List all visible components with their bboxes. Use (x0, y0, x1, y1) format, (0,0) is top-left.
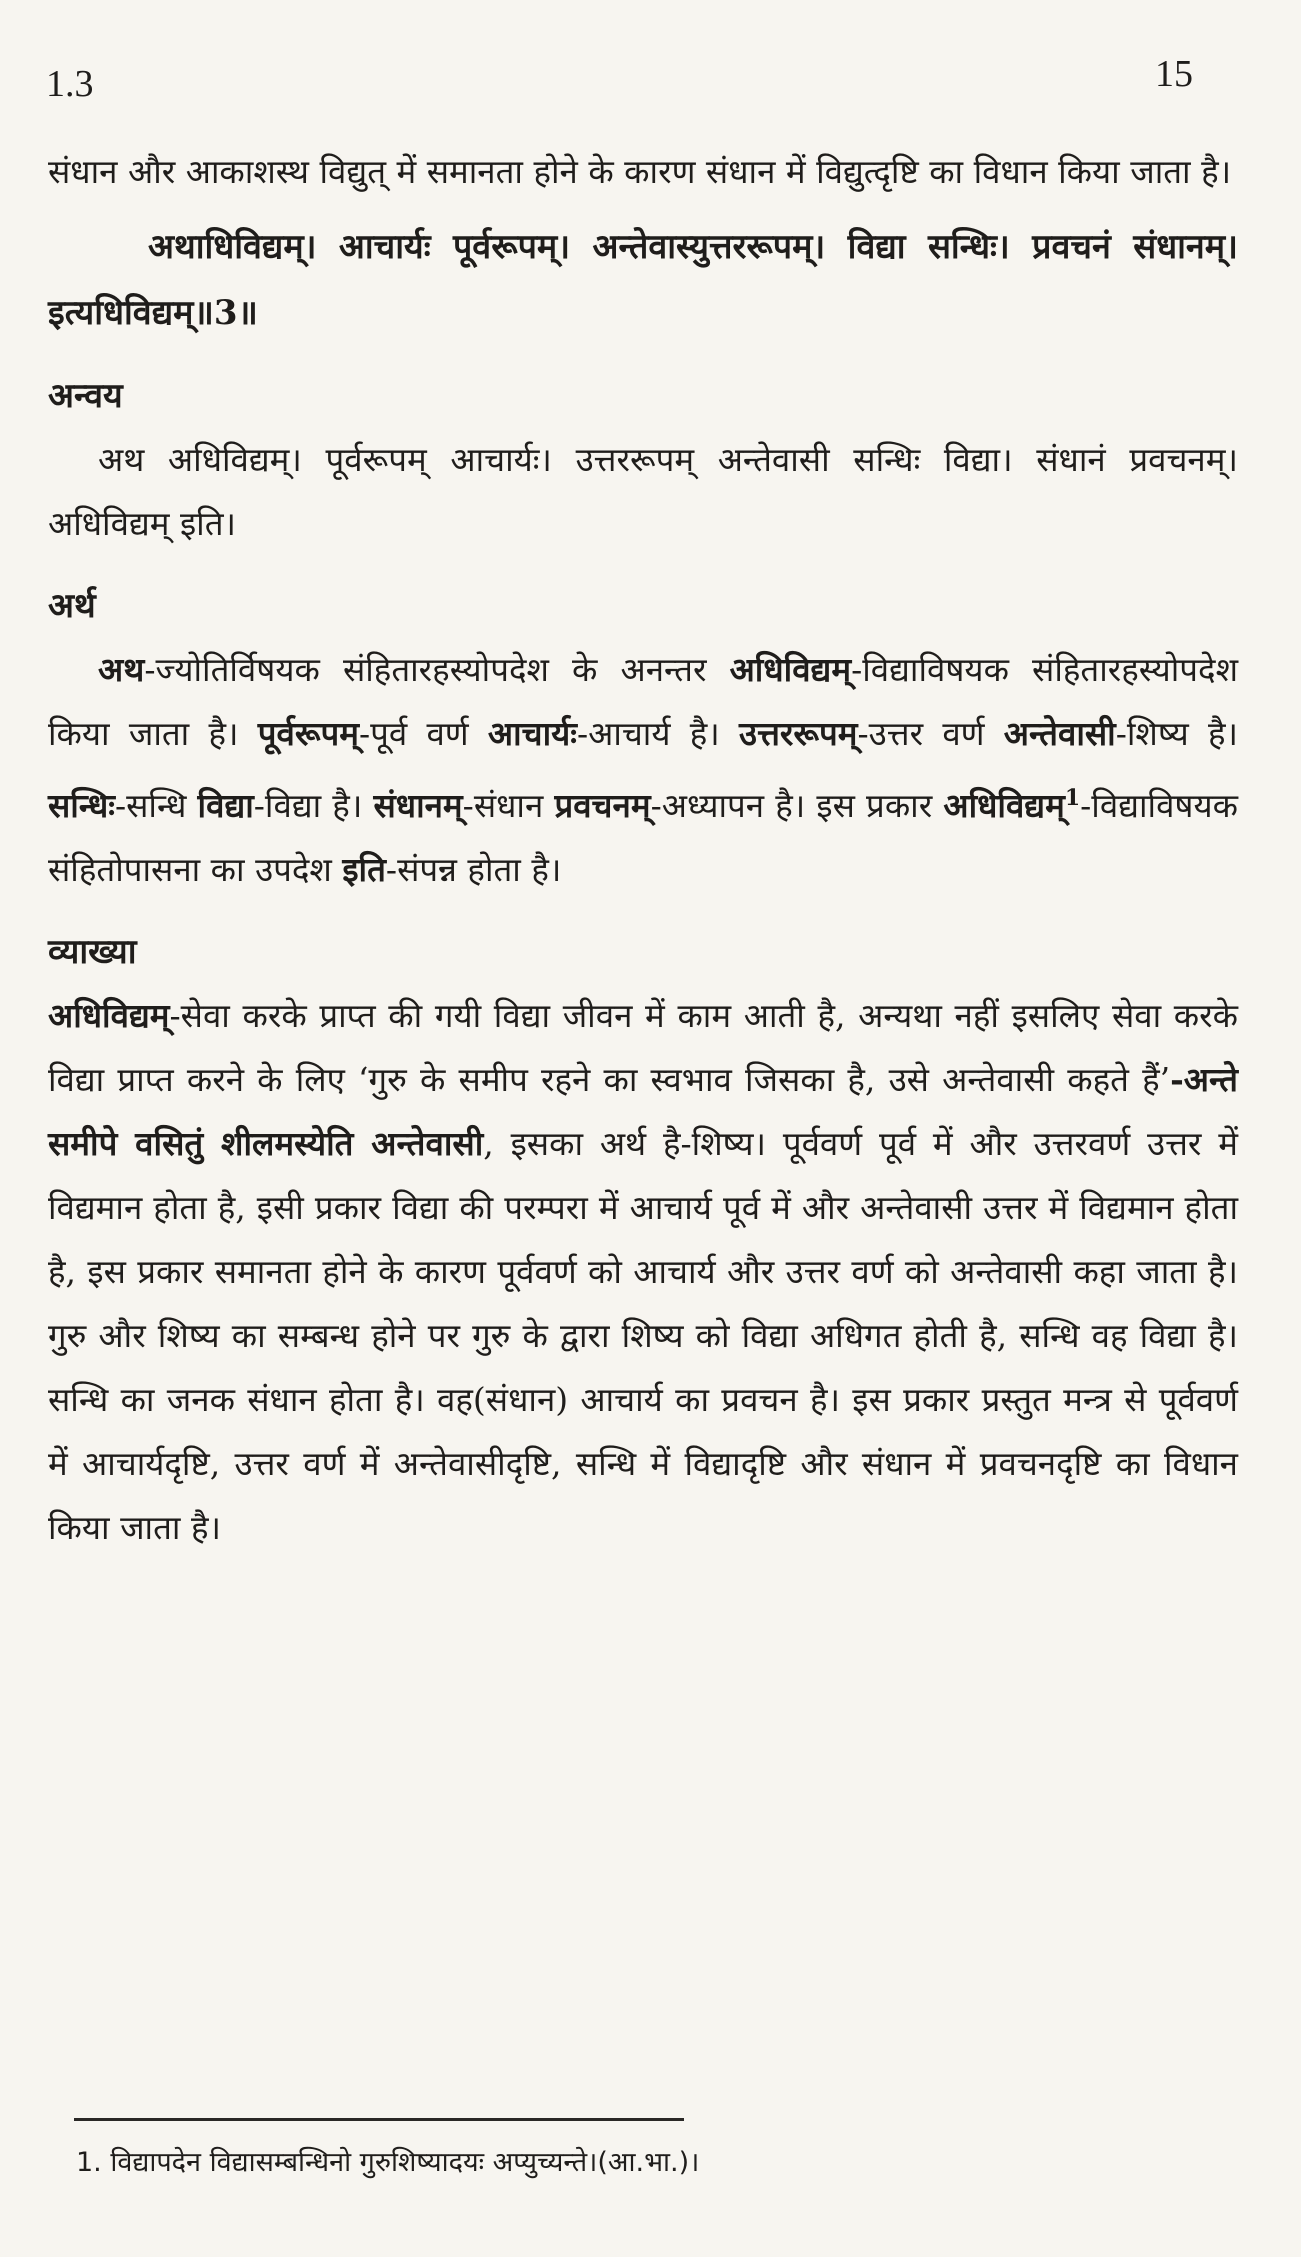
term: अधिविद्यम् (48, 996, 170, 1035)
term: आचार्यः (487, 714, 577, 753)
gloss: -शिष्य है। (1115, 714, 1238, 753)
explanation: -सेवा करके प्राप्त की गयी विद्या जीवन में काम आती है, अन्यथा नहीं इसलिए सेवा करके विद्या प्राप्त करने के लिए ‘गुरु के समीप रहने का स्वभाव जिसका है, उसे अन्तेवासी कहते हैं’ (48, 996, 1238, 1099)
page-body (48, 140, 1238, 1560)
gloss: -आचार्य है। (576, 714, 740, 753)
gloss: -अध्यापन है। इस प्रकार (650, 786, 944, 825)
footnote-divider (74, 2118, 684, 2121)
gloss: -संपन्न होता है। (385, 850, 562, 889)
term: इति (342, 850, 386, 889)
footnote: 1. विद्यापदेन विद्यासम्बन्धिनो गुरुशिष्यादयः अप्युच्यन्ते।(आ.भा.)। (76, 2147, 700, 2178)
term: सन्धिः (48, 786, 115, 825)
gloss: -विद्याविषयक संहितोपासना का उपदेश (48, 786, 1238, 889)
term: पूर्वरूपम् (257, 714, 359, 753)
intro-paragraph: संधान और आकाशस्थ विद्युत् में समानता होने के कारण संधान में विद्युत्दृष्टि का विधान किया जाता है। (48, 152, 1232, 191)
mantra-text: अथाधिविद्यम्। आचार्यः पूर्वरूपम्। अन्तेवास्युत्तररूपम्। विद्या सन्धिः। प्रवचनं संधानम्। इत्यधिविद्यम्॥3॥ (48, 227, 1238, 333)
term: संधानम् (373, 786, 463, 825)
vyakhya-paragraph (48, 984, 1238, 1560)
anvaya-heading: अन्वय (48, 376, 123, 416)
vyakhya-heading: व्याख्या (48, 932, 137, 972)
footnote-marker: 1 (1064, 785, 1081, 811)
page-number: 15 (1155, 53, 1193, 95)
term: विद्या (197, 786, 254, 825)
term: अन्तेवासी (1003, 714, 1116, 753)
artha-paragraph (48, 638, 1238, 902)
anvaya-paragraph: अथ अधिविद्यम्। पूर्वरूपम् आचार्यः। उत्तररूपम् अन्तेवासी सन्धिः विद्या। संधानं प्रवचनम्। अधिविद्यम् इति। (48, 440, 1238, 543)
gloss: -संधान (462, 786, 555, 825)
term: अधिविद्यम् (943, 786, 1065, 825)
gloss: -सन्धि (114, 786, 198, 825)
explanation: , इसका अर्थ है-शिष्य। पूर्ववर्ण पूर्व में और उत्तरवर्ण उत्तर में विद्यमान होता है, इसी प्रकार विद्या की परम्परा में आचार्य पूर्व में और अन्तेवासी उत्तर में विद्यमान होता है, इस प्रकार समानता होने के कारण पूर्ववर्ण को आचार्य और उत्तर वर्ण को अन्तेवासी कहा जाता है। गुरु और शिष्य का सम्बन्ध होने पर गुरु के द्वारा शिष्य को विद्या अधिगत होती है, सन्धि वह विद्या है। सन्धि का जनक संधान होता है। वह(संधान) आचार्य का प्रवचन है। इस प्रकार प्रस्तुत मन्त्र से पूर्ववर्ण में आचार्यदृष्टि, उत्तर वर्ण में अन्तेवासीदृष्टि, सन्धि में विद्यादृष्टि और संधान में प्रवचनदृष्टि का विधान किया जाता है। (48, 1124, 1238, 1547)
term: उत्तररूपम् (739, 714, 858, 753)
gloss: -उत्तर वर्ण (857, 714, 1004, 753)
gloss: -विद्याविषयक संहितारहस्योपदेश किया जाता है। (48, 650, 1239, 753)
term: अथ (98, 650, 145, 689)
term: अधिविद्यम् (729, 650, 852, 689)
gloss: -ज्योतिर्विषयक संहितारहस्योपदेश के अनन्तर (144, 650, 730, 689)
gloss: -पूर्व वर्ण (358, 714, 488, 753)
gloss: -विद्या है। (253, 786, 374, 825)
term: -अन्ते समीपे वसितुं शीलमस्येति अन्तेवासी (48, 1060, 1238, 1163)
artha-heading: अर्थ (48, 586, 96, 626)
section-number: 1.3 (46, 63, 94, 105)
term: प्रवचनम् (554, 786, 651, 825)
